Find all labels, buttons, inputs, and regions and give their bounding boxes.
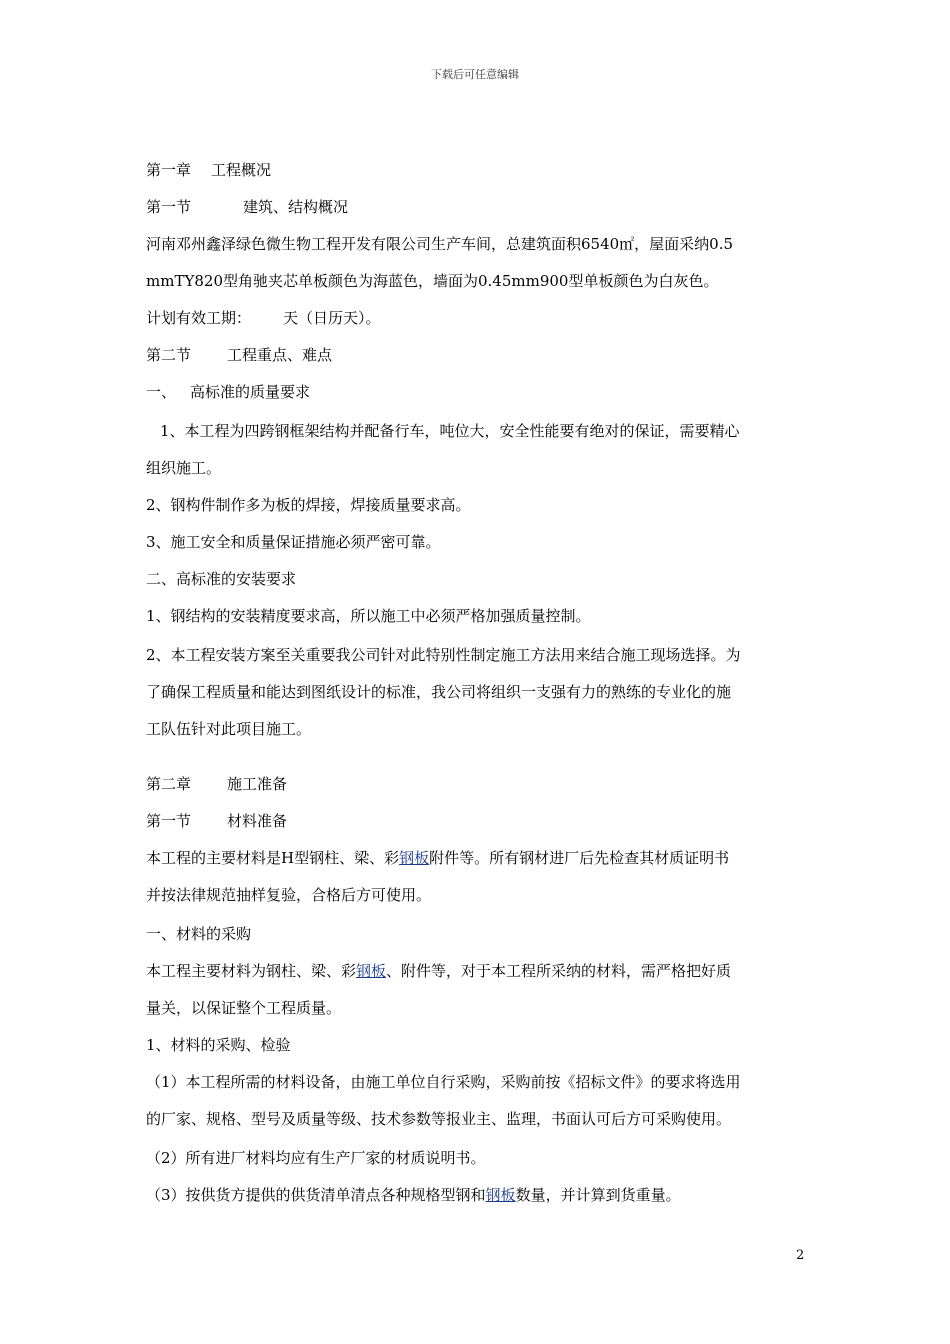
paragraph-text: 本工程的主要材料是H型钢柱、梁、彩 xyxy=(146,849,400,867)
paragraph-line: 1、钢结构的安装精度要求高，所以施工中必须严格加强质量控制。 xyxy=(146,607,591,625)
subheading-1-title: 高标准的质量要求 xyxy=(190,383,311,401)
paragraph-line xyxy=(146,1185,681,1205)
section-2-number: 第二节 xyxy=(146,346,192,364)
paragraph-line: 量关，以保证整个工程质量。 xyxy=(146,999,342,1017)
subheading-4: 1、材料的采购、检验 xyxy=(146,1036,291,1054)
paragraph-line: 的厂家、规格、型号及质量等级、技术参数等报业主、监理，书面认可后方可采购使用。 xyxy=(146,1110,732,1128)
section-2-heading xyxy=(146,345,332,365)
chapter-2-number: 第二章 xyxy=(146,775,192,793)
paragraph-line: mmTY820型角驰夹芯单板颜色为海蓝色，墙面为0.45mm900型单板颜色为白灰色。 xyxy=(146,272,719,290)
chapter-1-title: 工程概况 xyxy=(211,161,272,179)
paragraph-line xyxy=(146,848,729,868)
subheading-1-number: 一、 xyxy=(146,383,177,401)
section-3-title: 材料准备 xyxy=(227,812,288,830)
paragraph-text: 附件等。所有钢材进厂后先检查其材质证明书 xyxy=(429,849,730,867)
subheading-3: 一、材料的采购 xyxy=(146,925,252,943)
page-header: 下载后可任意编辑 xyxy=(431,68,519,81)
section-1-title: 建筑、结构概况 xyxy=(243,198,349,216)
section-1-heading xyxy=(146,197,348,217)
chapter-1-number: 第一章 xyxy=(146,161,192,179)
paragraph-line: 了确保工程质量和能达到图纸设计的标准，我公司将组织一支强有力的熟练的专业化的施 xyxy=(146,683,732,701)
steel-plate-link[interactable]: 钢板 xyxy=(485,1186,516,1204)
paragraph-line: 3、施工安全和质量保证措施必须严密可靠。 xyxy=(146,533,441,551)
paragraph-text: 数量，并计算到货重量。 xyxy=(515,1186,681,1204)
schedule-label: 计划有效工期： xyxy=(146,309,252,327)
paragraph-line: 并按法律规范抽样复验，合格后方可使用。 xyxy=(146,886,432,904)
chapter-2-title: 施工准备 xyxy=(227,775,288,793)
paragraph-text: 、附件等，对于本工程所采纳的材料，需严格把好质 xyxy=(386,962,732,980)
paragraph-line: （1）本工程所需的材料设备，由施工单位自行采购，采购前按《招标文件》的要求将选用 xyxy=(146,1073,741,1091)
subheading-2: 二、高标准的安装要求 xyxy=(146,570,297,588)
paragraph-line: 河南邓州鑫泽绿色微生物工程开发有限公司生产车间，总建筑面积6540㎡，屋面采纳0.5 xyxy=(146,235,734,253)
schedule-line xyxy=(146,308,381,328)
section-2-title: 工程重点、难点 xyxy=(227,346,333,364)
section-1-number: 第一节 xyxy=(146,198,192,216)
steel-plate-link[interactable]: 钢板 xyxy=(356,962,387,980)
paragraph-line: 组织施工。 xyxy=(146,459,222,477)
section-3-number: 第一节 xyxy=(146,812,192,830)
section-3-heading xyxy=(146,811,287,831)
paragraph-line: 2、钢构件制作多为板的焊接，焊接质量要求高。 xyxy=(146,496,471,514)
page-number: 2 xyxy=(796,1248,805,1263)
schedule-value: 天（日历天）。 xyxy=(283,309,381,327)
paragraph-line: 工队伍针对此项目施工。 xyxy=(146,720,312,738)
chapter-2-heading xyxy=(146,774,287,794)
paragraph-line: （2）所有进厂材料均应有生产厂家的材质说明书。 xyxy=(146,1149,486,1167)
subheading-1 xyxy=(146,382,310,402)
steel-plate-link[interactable]: 钢板 xyxy=(399,849,430,867)
chapter-1-heading xyxy=(146,160,271,180)
paragraph-line xyxy=(146,961,731,981)
paragraph-text: （3）按供货方提供的供货清单清点各种规格型钢和 xyxy=(146,1186,486,1204)
paragraph-line: 1、本工程为四跨钢框架结构并配备行车，吨位大，安全性能要有绝对的保证，需要精心 xyxy=(160,422,740,440)
paragraph-line: 2、本工程安装方案至关重要我公司针对此特别性制定施工方法用来结合施工现场选择。为 xyxy=(146,646,741,664)
paragraph-text: 本工程主要材料为钢柱、梁、彩 xyxy=(146,962,357,980)
